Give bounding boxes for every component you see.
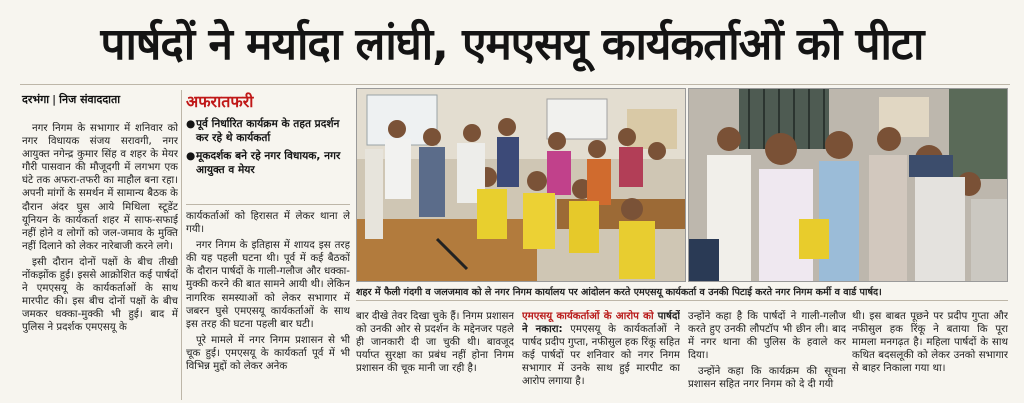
column-4: [522, 310, 680, 400]
column-2-paragraph-3: पूरे मामले में नगर निगम प्रशासन से भी चूक हुई। एमएसयू के कार्यकर्ता पूर्व में भी विभिन्न मुद्दों को लेकर अनेक: [186, 334, 350, 373]
column-1-paragraph-1: नगर निगम के सभागार में शनिवार को नगर विधायक संजय सरावगी, नगर आयुक्त नगेन्द्र कुमार सिंह व शहर के मेयर गौरी पासवान की मौजूदगी में लगभग एक घंटे तक अफरा-तफरी का माहौल बना रहा। अपनी मांगों के समर्थन में सामान्य बैठक के दौरान अंदर घुस आये मिथिला स्टूडेंट यूनियन के कार्यकर्ता शहर में साफ-सफाई नहीं होने व लोगों को जल-जमाव के मुक्ति नहीं दिलाने को लेकर नारेबाजी करने लगे।: [22, 123, 178, 252]
column-2-paragraph-1: कार्यकर्ताओं को हिरासत में लेकर थाना ले गयी।: [186, 211, 350, 236]
protest-photo-2: [688, 88, 1008, 282]
highlights-box: [186, 90, 352, 202]
column-1-paragraph-2: इसी दौरान दोनों पक्षों के बीच तीखी नोंकझोंक हुई। इससे आक्रोशित कई पार्षदों ने एमएसयू के कार्यकर्ताओं के साथ मारपीट की। इस बीच दोनों पक्षों के बीच जमकर धक्का-मुक्की भी हुई। बाद में पुलिस ने प्रदर्शक एमएसयू के: [22, 256, 178, 334]
dateline-separator: |: [52, 93, 57, 106]
highlight-bullet-1-text: पूर्व निर्धारित कार्यक्रम के तहत प्रदर्शन कर रहे थे कार्यकर्ता: [196, 118, 340, 144]
bullet-dot-icon: ●: [186, 150, 196, 162]
column-5-paragraph-2: उन्होंने कहा कि कार्यक्रम की सूचना प्रशासन सहित नगर निगम को दे दी गयी: [688, 366, 846, 391]
dateline-reporter: निज संवाददाता: [59, 93, 121, 106]
column-4-text: एमएसयू के कार्यकर्ताओं ने पार्षद प्रदीप गुप्ता, नफीसुल हक रिंकू सहित कई पार्षदों पर शनिवार को नगर निगम सभागार में उनके साथ हुई मारपीट का आरोप लगाया है।: [522, 324, 680, 388]
subhead-red: एमएसयू कार्यकर्ताओं के आरोप को: [522, 311, 654, 322]
highlight-bullet-2-text: मूकदर्शक बने रहे नगर विधायक, नगर आयुक्त व मेयर: [196, 150, 341, 176]
highlight-bullet-2: [186, 150, 352, 177]
column-5-paragraph-1: उन्होंने कहा है कि पार्षदों ने गाली-गलौज करते हुए उनकी लौपटॉप भी छीन ली। बाद में नगर थाना की पुलिस के हवाले कर दिया।: [688, 311, 846, 362]
column-divider-1: [181, 90, 182, 400]
column-2: [186, 210, 350, 400]
column-3: [356, 310, 514, 400]
column-1: [22, 122, 178, 400]
column-3-paragraph-1: बार दीखे तेवर दिखा चुके हैं। निगम प्रशासन को उनकी ओर से प्रदर्शन के मद्देनजर पहले ही जानकारी दी जा चुकी थी। बावजूद पर्याप्त सुरक्षा का प्रबंध नहीं होना निगम प्रशासन की चूक मानी जा रही है।: [356, 311, 514, 375]
caption-rule: [356, 300, 1008, 301]
protest-photo-2-illustration: [689, 89, 1007, 281]
protest-photo-1-illustration: [357, 89, 685, 281]
highlights-box-rule: [186, 204, 350, 205]
column-2-paragraph-2: नगर निगम के इतिहास में शायद इस तरह की यह पहली घटना थी। पूर्व में कई बैठकों के दौरान पार्षदों के गाली-गलौज और धक्का-मुक्की करने की बात सामने आयी थी। लेकिन नागरिक समस्याओं को लेकर सभागार में जबरन घुसे एमएसयू कार्यकर्ताओं के साथ इस तरह की घटना पहली बार घटी।: [186, 240, 350, 330]
photo-caption: शहर में फैली गंदगी व जलजमाव को ले नगर निगम कार्यालय पर आंदोलन करते एमएसयू कार्यकर्ता व उनकी पिटाई करते नगर निगम कर्मी व वार्ड पार्षद।: [356, 287, 882, 298]
subhead-black: पार्षदों ने नकारा:: [522, 311, 680, 336]
headline-rule: [20, 84, 1010, 85]
highlight-bullet-1: [186, 118, 352, 145]
headline: पार्षदों ने मर्यादा लांघी, एमएसयू कार्यकर्ताओं को पीटा: [100, 19, 924, 70]
dateline-place: दरभंगा: [22, 93, 50, 106]
highlights-title: अफरातफरी: [186, 92, 254, 111]
protest-photo-1: [356, 88, 686, 282]
bullet-dot-icon: ●: [186, 118, 196, 130]
column-6-paragraph-1: थी। इस बाबत पूछने पर प्रदीप गुप्ता और नफीसुल हक रिंकू ने बताया कि पूरा मामला मनगढ़त है। महिला पार्षदों के साथ कथित बदसलूकी को लेकर उनको सभागार से बाहर निकाला गया था।: [852, 311, 1008, 375]
dateline: [22, 92, 120, 107]
column-4-paragraph-1: [522, 310, 680, 389]
column-5: [688, 310, 846, 400]
column-6: [852, 310, 1008, 400]
